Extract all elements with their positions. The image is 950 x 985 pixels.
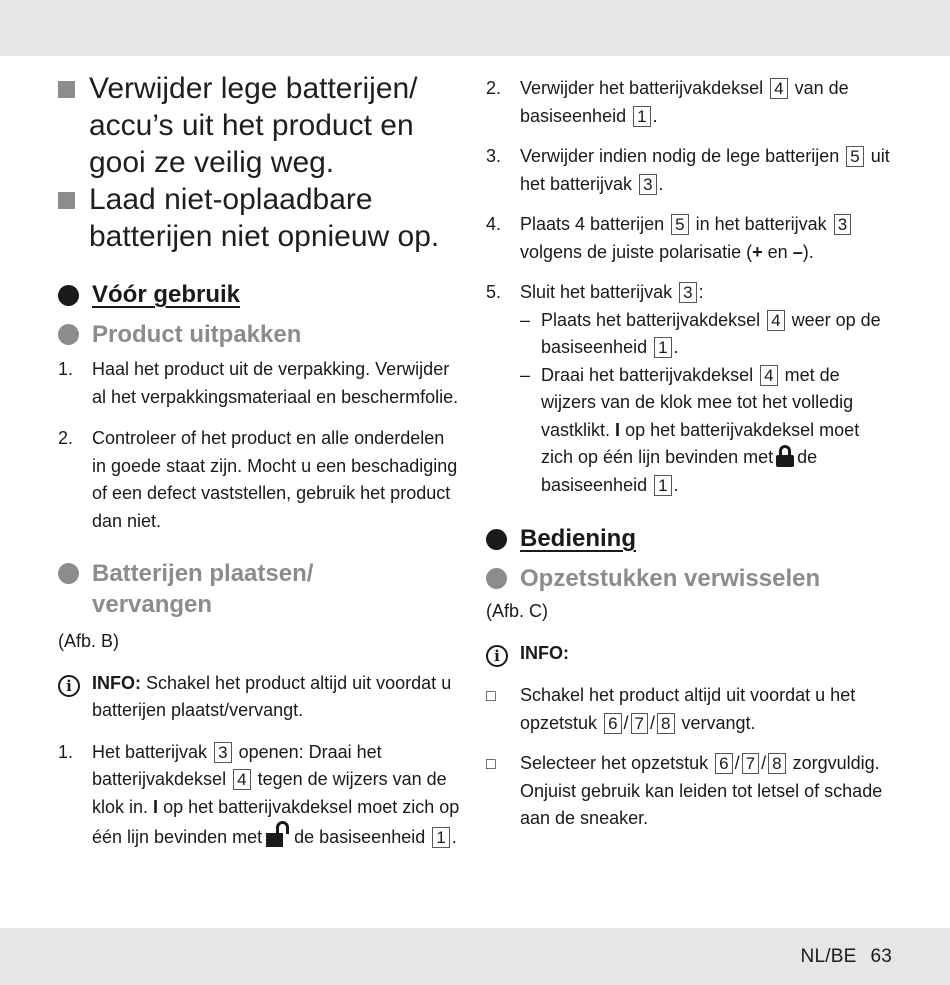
list-item	[58, 425, 463, 535]
section-heading	[58, 281, 463, 309]
list-item	[486, 143, 891, 198]
figure-reference: (Afb. C)	[486, 601, 549, 621]
part-number-box: 3	[834, 214, 851, 235]
step-text: Plaats 4 batterijen 5 in het batterijvak 3 volgens de juiste polarisatie (+ en –).	[520, 211, 891, 266]
checklist-text: Schakel het product altijd uit voordat u het opzetstuk 6 / 7 / 8 vervangt.	[520, 685, 856, 733]
info-label: INFO:	[92, 672, 141, 693]
part-number-box: 5	[671, 214, 688, 235]
step-text: Verwijder het batterijvakdeksel 4 van de basiseenheid 1 .	[520, 78, 849, 126]
step-text: Het batterijvak 3 openen: Draai het batterijvakdeksel 4 tegen de wijzers van de klok in. I op het batterijvakdeksel moet zich op één lijn bevinden met de basiseenheid 1 .	[92, 741, 460, 847]
info-label: INFO:	[520, 642, 569, 663]
subsection-heading	[486, 563, 891, 594]
list-item	[486, 279, 891, 499]
part-number-box: 7	[742, 753, 759, 774]
black-dot-icon	[486, 529, 507, 550]
sub-step: – Plaats het batterijvakdeksel 4 weer op de basiseenheid 1 .	[520, 309, 881, 357]
alignment-mark: I	[615, 419, 621, 440]
list-item	[486, 211, 891, 266]
subsection-heading	[58, 319, 463, 350]
section-heading	[486, 525, 891, 553]
step-number: 5.	[486, 282, 502, 302]
step-number: 2.	[58, 428, 74, 448]
step-number: 4.	[486, 214, 502, 234]
locked-padlock-icon	[776, 445, 794, 467]
unlocked-padlock-icon	[266, 821, 290, 847]
checklist-text: Selecteer het opzetstuk 6 / 7 / 8 zorgvuldig. Onjuist gebruik kan leiden tot letsel of schade aan de sneaker.	[520, 753, 883, 828]
part-number-box: 1	[654, 475, 671, 496]
grey-dot-icon	[58, 563, 79, 584]
sub-step: – Draai het batterijvakdeksel 4 met de wijzers van de klok mee tot het volledig vastklikt. I op het batterijvakdeksel moet zich op één lijn bevinden met de basiseenheid 1 .	[520, 364, 860, 495]
bullet-text: Laad niet-oplaadbare batterijen niet opnieuw op.	[89, 183, 440, 253]
subsection-title: Product uitpakken	[92, 321, 302, 348]
grey-dot-icon	[486, 568, 507, 589]
step-number: 1.	[58, 741, 74, 762]
subsection-title: Batterijen plaatsen/ vervangen	[92, 560, 314, 618]
list-item	[58, 356, 463, 411]
checkbox-icon: □	[486, 688, 496, 705]
right-column	[486, 75, 891, 833]
black-dot-icon	[58, 285, 79, 306]
step-text: Verwijder indien nodig de lege batterijen 5 uit het batterijvak 3 .	[520, 146, 890, 194]
step-number: 2.	[486, 78, 502, 98]
square-bullet-icon	[58, 192, 75, 209]
checkbox-icon: □	[486, 756, 496, 773]
part-number-box: 8	[768, 753, 785, 774]
section-title: Vóór gebruik	[92, 281, 241, 308]
step-number: 3.	[486, 146, 502, 166]
part-number-box: 3	[639, 174, 656, 195]
part-number-box: 4	[767, 310, 784, 331]
part-number-box: 4	[233, 769, 250, 790]
checklist-item	[486, 682, 891, 737]
checklist-item	[486, 750, 891, 833]
part-number-box: 6	[715, 753, 732, 774]
section-title: Bediening	[520, 525, 637, 552]
info-icon: i	[58, 670, 92, 725]
alignment-mark: I	[153, 796, 159, 817]
info-icon: i	[486, 640, 520, 670]
page-number: 63	[870, 946, 892, 967]
part-number-box: 7	[631, 713, 648, 734]
part-number-box: 1	[654, 337, 671, 358]
part-number-box: 5	[846, 146, 863, 167]
subsection-heading	[58, 558, 463, 620]
part-number-box: 4	[770, 78, 787, 99]
left-column	[58, 70, 463, 852]
part-number-box: 3	[679, 282, 696, 303]
step-number: 1.	[58, 359, 74, 379]
bullet-text: Verwijder lege batterijen/ accu’s uit het product en gooi ze veilig weg.	[89, 72, 418, 179]
info-note	[58, 670, 463, 725]
part-number-box: 3	[214, 742, 231, 763]
bullet-item	[58, 70, 463, 181]
step-text: Haal het product uit de verpakking. Verwijder al het verpakkingsmateriaal en beschermfolie.	[92, 359, 459, 407]
language-code: NL/BE	[800, 946, 857, 967]
figure-reference: (Afb. B)	[58, 631, 120, 651]
part-number-box: 4	[760, 365, 777, 386]
bullet-item	[58, 181, 463, 255]
part-number-box: 6	[604, 713, 621, 734]
step-text: Controleer of het product en alle onderdelen in goede staat zijn. Mocht u een beschadiging of een defect vaststellen, gebruik het product dan niet.	[92, 428, 458, 531]
subsection-title: Opzetstukken verwisselen	[520, 565, 821, 592]
header-band	[0, 0, 950, 56]
part-number-box: 1	[432, 827, 449, 848]
step-text: Sluit het batterijvak 3 : – Plaats het batterijvakdeksel 4 weer op de basiseenheid 1 . – Draai het batterijvakdeksel 4 met de wijzers van de klok mee tot het volledig vastklikt. I op het batterijvakdeksel moet zich op één lijn bevinden met de basiseenheid 1 .	[520, 279, 891, 499]
list-item	[486, 75, 891, 130]
info-text: Schakel het product altijd uit voordat u batterijen plaatst/vervangt.	[92, 672, 452, 720]
square-bullet-icon	[58, 81, 75, 98]
part-number-box: 1	[633, 106, 650, 127]
list-item	[58, 739, 463, 852]
info-note	[486, 640, 891, 670]
part-number-box: 8	[657, 713, 674, 734]
grey-dot-icon	[58, 324, 79, 345]
page-footer	[801, 946, 892, 968]
